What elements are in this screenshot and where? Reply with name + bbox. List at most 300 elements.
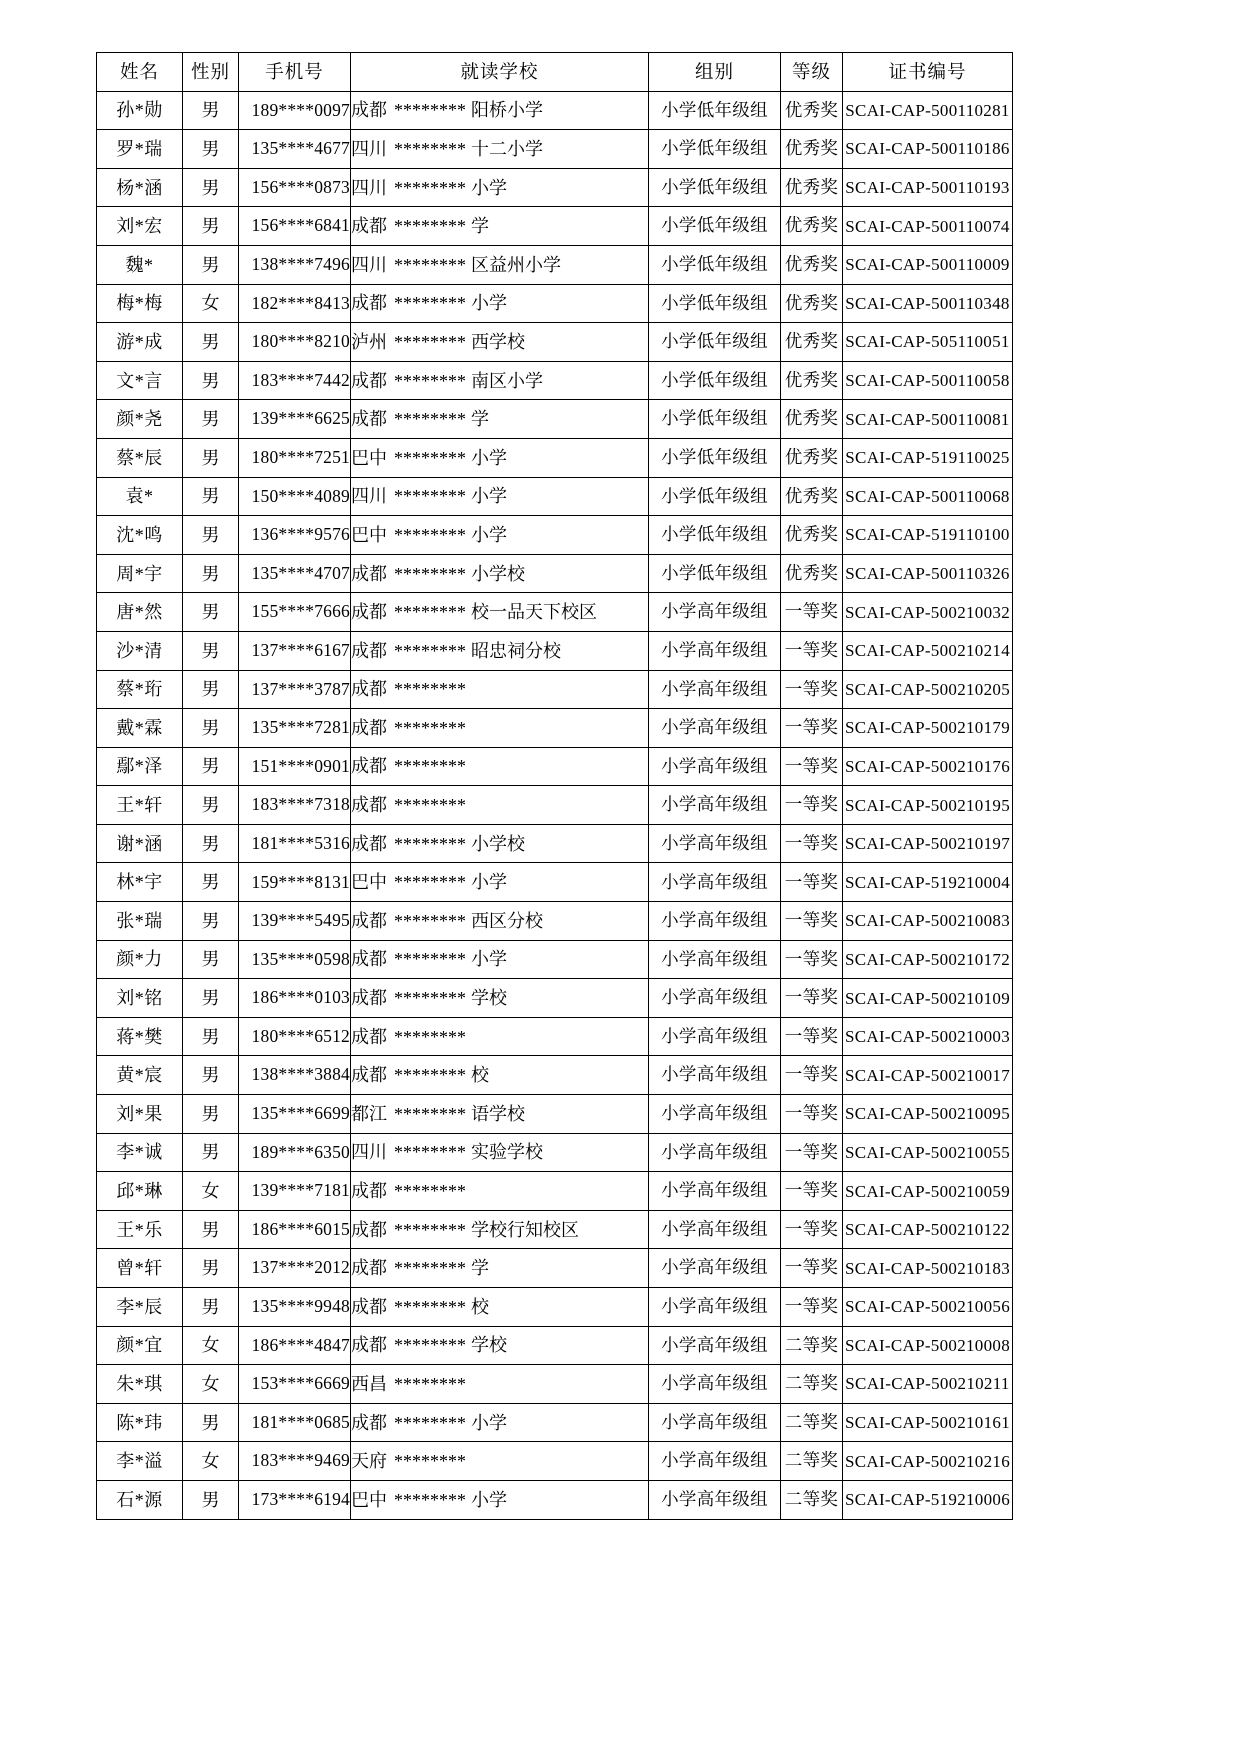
school-suffix: 小学 bbox=[471, 293, 507, 314]
table-row bbox=[97, 1365, 1013, 1404]
cell-certificate-number: SCAI-CAP-500110068 bbox=[843, 477, 1013, 516]
table-body bbox=[97, 91, 1013, 1519]
cell-gender: 男 bbox=[183, 1017, 239, 1056]
cell-school bbox=[351, 1133, 649, 1172]
cell-group: 小学高年级组 bbox=[649, 1056, 781, 1095]
school-prefix: 巴中 bbox=[351, 872, 387, 893]
cell-school bbox=[351, 130, 649, 169]
table-row bbox=[97, 1056, 1013, 1095]
cell-certificate-number: SCAI-CAP-500210197 bbox=[843, 824, 1013, 863]
cell-school bbox=[351, 245, 649, 284]
cell-name: 颜*力 bbox=[97, 940, 183, 979]
cell-level: 优秀奖 bbox=[781, 168, 843, 207]
cell-group: 小学高年级组 bbox=[649, 863, 781, 902]
cell-group: 小学高年级组 bbox=[649, 1249, 781, 1288]
cell-group: 小学低年级组 bbox=[649, 130, 781, 169]
cell-level: 二等奖 bbox=[781, 1403, 843, 1442]
cell-phone: 180****7251 bbox=[239, 438, 351, 477]
cell-gender: 男 bbox=[183, 554, 239, 593]
cell-gender: 男 bbox=[183, 1056, 239, 1095]
cell-name: 谢*涵 bbox=[97, 824, 183, 863]
cell-group: 小学高年级组 bbox=[649, 940, 781, 979]
cell-certificate-number: SCAI-CAP-500210055 bbox=[843, 1133, 1013, 1172]
cell-phone: 186****0103 bbox=[239, 979, 351, 1018]
table-row bbox=[97, 786, 1013, 825]
cell-school bbox=[351, 1442, 649, 1481]
school-redacted-stars: ******** bbox=[394, 602, 466, 623]
cell-level: 一等奖 bbox=[781, 940, 843, 979]
cell-group: 小学低年级组 bbox=[649, 361, 781, 400]
cell-school bbox=[351, 1210, 649, 1249]
cell-certificate-number: SCAI-CAP-519110025 bbox=[843, 438, 1013, 477]
school-prefix: 成都 bbox=[351, 293, 387, 314]
cell-level: 优秀奖 bbox=[781, 554, 843, 593]
school-prefix: 成都 bbox=[351, 216, 387, 237]
cell-level: 优秀奖 bbox=[781, 516, 843, 555]
school-redacted-stars: ******** bbox=[394, 1258, 466, 1279]
column-header-level: 等级 bbox=[781, 53, 843, 92]
cell-level: 一等奖 bbox=[781, 902, 843, 941]
school-prefix: 四川 bbox=[351, 486, 387, 507]
cell-group: 小学高年级组 bbox=[649, 1365, 781, 1404]
school-redacted-stars: ******** bbox=[394, 640, 466, 661]
cell-group: 小学低年级组 bbox=[649, 438, 781, 477]
cell-group: 小学高年级组 bbox=[649, 631, 781, 670]
cell-gender: 男 bbox=[183, 902, 239, 941]
school-suffix: 实验学校 bbox=[471, 1142, 543, 1163]
table-row bbox=[97, 631, 1013, 670]
cell-level: 一等奖 bbox=[781, 786, 843, 825]
cell-school bbox=[351, 1017, 649, 1056]
cell-certificate-number: SCAI-CAP-500210122 bbox=[843, 1210, 1013, 1249]
school-prefix: 巴中 bbox=[351, 524, 387, 545]
cell-gender: 男 bbox=[183, 91, 239, 130]
cell-school bbox=[351, 1249, 649, 1288]
school-prefix: 四川 bbox=[351, 138, 387, 159]
school-redacted-stars: ******** bbox=[394, 100, 466, 121]
school-redacted-stars: ******** bbox=[394, 1103, 466, 1124]
school-suffix: 小学 bbox=[471, 1412, 507, 1433]
cell-gender: 女 bbox=[183, 1442, 239, 1481]
cell-phone: 139****7181 bbox=[239, 1172, 351, 1211]
school-redacted-stars: ******** bbox=[394, 563, 466, 584]
cell-phone: 183****7318 bbox=[239, 786, 351, 825]
school-prefix: 成都 bbox=[351, 100, 387, 121]
cell-school bbox=[351, 979, 649, 1018]
school-redacted-stars: ******** bbox=[394, 524, 466, 545]
cell-phone: 135****4677 bbox=[239, 130, 351, 169]
table-row bbox=[97, 670, 1013, 709]
table-row bbox=[97, 593, 1013, 632]
table-row bbox=[97, 130, 1013, 169]
cell-group: 小学高年级组 bbox=[649, 670, 781, 709]
cell-level: 一等奖 bbox=[781, 824, 843, 863]
cell-gender: 男 bbox=[183, 631, 239, 670]
school-redacted-stars: ******** bbox=[394, 1451, 466, 1472]
cell-name: 沈*鸣 bbox=[97, 516, 183, 555]
cell-phone: 135****9948 bbox=[239, 1288, 351, 1327]
cell-school bbox=[351, 1095, 649, 1134]
school-suffix: 西区分校 bbox=[471, 910, 543, 931]
column-header-name: 姓名 bbox=[97, 53, 183, 92]
cell-gender: 女 bbox=[183, 1365, 239, 1404]
cell-certificate-number: SCAI-CAP-500210205 bbox=[843, 670, 1013, 709]
school-suffix: 南区小学 bbox=[471, 370, 543, 391]
cell-school bbox=[351, 1403, 649, 1442]
cell-group: 小学高年级组 bbox=[649, 747, 781, 786]
cell-certificate-number: SCAI-CAP-500110081 bbox=[843, 400, 1013, 439]
cell-gender: 男 bbox=[183, 361, 239, 400]
school-suffix: 小学 bbox=[471, 524, 507, 545]
school-redacted-stars: ******** bbox=[394, 1412, 466, 1433]
cell-name: 罗*瑞 bbox=[97, 130, 183, 169]
cell-gender: 男 bbox=[183, 1133, 239, 1172]
school-prefix: 成都 bbox=[351, 717, 387, 738]
cell-gender: 男 bbox=[183, 593, 239, 632]
school-suffix: 学校 bbox=[471, 988, 507, 1009]
cell-name: 颜*尧 bbox=[97, 400, 183, 439]
school-redacted-stars: ******** bbox=[394, 910, 466, 931]
school-suffix: 小学 bbox=[471, 486, 507, 507]
cell-school bbox=[351, 1365, 649, 1404]
cell-level: 一等奖 bbox=[781, 670, 843, 709]
cell-level: 一等奖 bbox=[781, 1172, 843, 1211]
cell-group: 小学低年级组 bbox=[649, 168, 781, 207]
cell-level: 二等奖 bbox=[781, 1480, 843, 1519]
school-redacted-stars: ******** bbox=[394, 177, 466, 198]
cell-gender: 男 bbox=[183, 1480, 239, 1519]
table-row bbox=[97, 245, 1013, 284]
cell-level: 一等奖 bbox=[781, 1249, 843, 1288]
cell-gender: 男 bbox=[183, 323, 239, 362]
cell-gender: 男 bbox=[183, 979, 239, 1018]
cell-level: 二等奖 bbox=[781, 1442, 843, 1481]
cell-level: 一等奖 bbox=[781, 1133, 843, 1172]
cell-gender: 男 bbox=[183, 1403, 239, 1442]
table-row bbox=[97, 747, 1013, 786]
cell-certificate-number: SCAI-CAP-500210059 bbox=[843, 1172, 1013, 1211]
school-prefix: 成都 bbox=[351, 409, 387, 430]
school-prefix: 成都 bbox=[351, 833, 387, 854]
cell-gender: 女 bbox=[183, 1326, 239, 1365]
cell-name: 周*宇 bbox=[97, 554, 183, 593]
cell-certificate-number: SCAI-CAP-519210004 bbox=[843, 863, 1013, 902]
cell-school bbox=[351, 670, 649, 709]
cell-name: 石*源 bbox=[97, 1480, 183, 1519]
cell-gender: 男 bbox=[183, 940, 239, 979]
cell-school bbox=[351, 1326, 649, 1365]
school-suffix: 十二小学 bbox=[471, 138, 543, 159]
cell-certificate-number: SCAI-CAP-500210179 bbox=[843, 709, 1013, 748]
cell-name: 林*宇 bbox=[97, 863, 183, 902]
cell-gender: 男 bbox=[183, 786, 239, 825]
school-redacted-stars: ******** bbox=[394, 1373, 466, 1394]
cell-phone: 181****0685 bbox=[239, 1403, 351, 1442]
cell-certificate-number: SCAI-CAP-500210176 bbox=[843, 747, 1013, 786]
cell-group: 小学低年级组 bbox=[649, 284, 781, 323]
cell-group: 小学高年级组 bbox=[649, 1133, 781, 1172]
cell-school bbox=[351, 361, 649, 400]
cell-name: 邱*琳 bbox=[97, 1172, 183, 1211]
cell-name: 戴*霖 bbox=[97, 709, 183, 748]
cell-phone: 189****0097 bbox=[239, 91, 351, 130]
cell-certificate-number: SCAI-CAP-500110281 bbox=[843, 91, 1013, 130]
table-row bbox=[97, 1480, 1013, 1519]
cell-gender: 男 bbox=[183, 824, 239, 863]
cell-group: 小学高年级组 bbox=[649, 1442, 781, 1481]
cell-level: 一等奖 bbox=[781, 747, 843, 786]
cell-phone: 138****7496 bbox=[239, 245, 351, 284]
cell-certificate-number: SCAI-CAP-500210161 bbox=[843, 1403, 1013, 1442]
cell-gender: 女 bbox=[183, 1172, 239, 1211]
school-suffix: 西学校 bbox=[471, 331, 525, 352]
column-header-gender: 性别 bbox=[183, 53, 239, 92]
school-suffix: 阳桥小学 bbox=[471, 100, 543, 121]
school-prefix: 巴中 bbox=[351, 1489, 387, 1510]
school-redacted-stars: ******** bbox=[394, 409, 466, 430]
school-suffix: 校 bbox=[471, 1296, 489, 1317]
cell-name: 魏* bbox=[97, 245, 183, 284]
cell-name: 王*乐 bbox=[97, 1210, 183, 1249]
cell-phone: 186****4847 bbox=[239, 1326, 351, 1365]
school-redacted-stars: ******** bbox=[394, 872, 466, 893]
table-row bbox=[97, 516, 1013, 555]
cell-certificate-number: SCAI-CAP-519110100 bbox=[843, 516, 1013, 555]
table-header-row bbox=[97, 53, 1013, 92]
school-prefix: 西昌 bbox=[351, 1373, 387, 1394]
cell-school bbox=[351, 902, 649, 941]
school-redacted-stars: ******** bbox=[394, 370, 466, 391]
school-suffix: 昭忠祠分校 bbox=[471, 640, 561, 661]
school-prefix: 成都 bbox=[351, 1296, 387, 1317]
cell-school bbox=[351, 631, 649, 670]
school-redacted-stars: ******** bbox=[394, 949, 466, 970]
school-suffix: 学校行知校区 bbox=[471, 1219, 579, 1240]
cell-school bbox=[351, 168, 649, 207]
cell-gender: 男 bbox=[183, 438, 239, 477]
cell-level: 一等奖 bbox=[781, 631, 843, 670]
cell-school bbox=[351, 747, 649, 786]
column-header-cert: 证书编号 bbox=[843, 53, 1013, 92]
cell-level: 优秀奖 bbox=[781, 323, 843, 362]
school-prefix: 成都 bbox=[351, 949, 387, 970]
cell-level: 优秀奖 bbox=[781, 245, 843, 284]
table-row bbox=[97, 1095, 1013, 1134]
school-redacted-stars: ******** bbox=[394, 486, 466, 507]
cell-name: 黄*宸 bbox=[97, 1056, 183, 1095]
cell-level: 一等奖 bbox=[781, 863, 843, 902]
cell-school bbox=[351, 824, 649, 863]
school-prefix: 泸州 bbox=[351, 331, 387, 352]
cell-phone: 136****9576 bbox=[239, 516, 351, 555]
cell-certificate-number: SCAI-CAP-500210083 bbox=[843, 902, 1013, 941]
cell-name: 李*诚 bbox=[97, 1133, 183, 1172]
cell-phone: 135****0598 bbox=[239, 940, 351, 979]
school-suffix: 小学校 bbox=[471, 563, 525, 584]
school-redacted-stars: ******** bbox=[394, 679, 466, 700]
school-suffix: 语学校 bbox=[471, 1103, 525, 1124]
cell-level: 一等奖 bbox=[781, 1288, 843, 1327]
table-row bbox=[97, 1326, 1013, 1365]
table-row bbox=[97, 1172, 1013, 1211]
cell-level: 优秀奖 bbox=[781, 400, 843, 439]
school-redacted-stars: ******** bbox=[394, 717, 466, 738]
school-redacted-stars: ******** bbox=[394, 1219, 466, 1240]
cell-phone: 139****6625 bbox=[239, 400, 351, 439]
school-redacted-stars: ******** bbox=[394, 138, 466, 159]
cell-name: 杨*涵 bbox=[97, 168, 183, 207]
cell-certificate-number: SCAI-CAP-500110186 bbox=[843, 130, 1013, 169]
school-suffix: 学校 bbox=[471, 1335, 507, 1356]
cell-name: 朱*琪 bbox=[97, 1365, 183, 1404]
cell-school bbox=[351, 516, 649, 555]
table-row bbox=[97, 361, 1013, 400]
cell-school bbox=[351, 940, 649, 979]
cell-name: 刘*果 bbox=[97, 1095, 183, 1134]
cell-gender: 男 bbox=[183, 207, 239, 246]
cell-gender: 男 bbox=[183, 245, 239, 284]
cell-name: 梅*梅 bbox=[97, 284, 183, 323]
cell-certificate-number: SCAI-CAP-500210109 bbox=[843, 979, 1013, 1018]
table-row bbox=[97, 477, 1013, 516]
table-row bbox=[97, 979, 1013, 1018]
cell-phone: 137****3787 bbox=[239, 670, 351, 709]
table-row bbox=[97, 1288, 1013, 1327]
school-prefix: 成都 bbox=[351, 910, 387, 931]
school-redacted-stars: ******** bbox=[394, 293, 466, 314]
cell-certificate-number: SCAI-CAP-500210032 bbox=[843, 593, 1013, 632]
column-header-phone: 手机号 bbox=[239, 53, 351, 92]
cell-gender: 男 bbox=[183, 1095, 239, 1134]
cell-name: 唐*然 bbox=[97, 593, 183, 632]
school-suffix: 学 bbox=[471, 216, 489, 237]
cell-phone: 156****6841 bbox=[239, 207, 351, 246]
school-prefix: 都江 bbox=[351, 1103, 387, 1124]
school-prefix: 成都 bbox=[351, 640, 387, 661]
cell-school bbox=[351, 1288, 649, 1327]
cell-school bbox=[351, 1480, 649, 1519]
cell-level: 二等奖 bbox=[781, 1326, 843, 1365]
table-row bbox=[97, 91, 1013, 130]
cell-certificate-number: SCAI-CAP-500110326 bbox=[843, 554, 1013, 593]
cell-certificate-number: SCAI-CAP-500210056 bbox=[843, 1288, 1013, 1327]
school-redacted-stars: ******** bbox=[394, 1065, 466, 1086]
cell-phone: 183****9469 bbox=[239, 1442, 351, 1481]
cell-phone: 181****5316 bbox=[239, 824, 351, 863]
cell-phone: 189****6350 bbox=[239, 1133, 351, 1172]
table-row bbox=[97, 1210, 1013, 1249]
school-redacted-stars: ******** bbox=[394, 833, 466, 854]
table-row bbox=[97, 709, 1013, 748]
cell-certificate-number: SCAI-CAP-500110009 bbox=[843, 245, 1013, 284]
cell-gender: 男 bbox=[183, 863, 239, 902]
school-redacted-stars: ******** bbox=[394, 1181, 466, 1202]
table-row bbox=[97, 284, 1013, 323]
cell-certificate-number: SCAI-CAP-500210003 bbox=[843, 1017, 1013, 1056]
cell-certificate-number: SCAI-CAP-500210214 bbox=[843, 631, 1013, 670]
cell-gender: 男 bbox=[183, 477, 239, 516]
cell-phone: 153****6669 bbox=[239, 1365, 351, 1404]
school-redacted-stars: ******** bbox=[394, 254, 466, 275]
cell-school bbox=[351, 1172, 649, 1211]
cell-name: 王*轩 bbox=[97, 786, 183, 825]
cell-group: 小学高年级组 bbox=[649, 1480, 781, 1519]
cell-group: 小学高年级组 bbox=[649, 1403, 781, 1442]
cell-name: 刘*铭 bbox=[97, 979, 183, 1018]
cell-certificate-number: SCAI-CAP-500210183 bbox=[843, 1249, 1013, 1288]
cell-group: 小学低年级组 bbox=[649, 400, 781, 439]
cell-gender: 男 bbox=[183, 516, 239, 555]
cell-school bbox=[351, 207, 649, 246]
cell-group: 小学高年级组 bbox=[649, 902, 781, 941]
school-suffix: 小学 bbox=[471, 177, 507, 198]
cell-school bbox=[351, 400, 649, 439]
school-suffix: 小学 bbox=[471, 949, 507, 970]
cell-name: 刘*宏 bbox=[97, 207, 183, 246]
school-prefix: 成都 bbox=[351, 1412, 387, 1433]
cell-phone: 137****6167 bbox=[239, 631, 351, 670]
cell-phone: 180****8210 bbox=[239, 323, 351, 362]
school-redacted-stars: ******** bbox=[394, 1142, 466, 1163]
cell-phone: 186****6015 bbox=[239, 1210, 351, 1249]
cell-level: 一等奖 bbox=[781, 1056, 843, 1095]
cell-level: 一等奖 bbox=[781, 593, 843, 632]
cell-certificate-number: SCAI-CAP-500110193 bbox=[843, 168, 1013, 207]
table-row bbox=[97, 323, 1013, 362]
table-row bbox=[97, 863, 1013, 902]
cell-level: 二等奖 bbox=[781, 1365, 843, 1404]
school-suffix: 校一品天下校区 bbox=[471, 602, 597, 623]
cell-level: 优秀奖 bbox=[781, 438, 843, 477]
school-redacted-stars: ******** bbox=[394, 1026, 466, 1047]
school-suffix: 学 bbox=[471, 409, 489, 430]
cell-gender: 男 bbox=[183, 400, 239, 439]
table-row bbox=[97, 1017, 1013, 1056]
school-prefix: 成都 bbox=[351, 602, 387, 623]
cell-group: 小学低年级组 bbox=[649, 207, 781, 246]
school-redacted-stars: ******** bbox=[394, 756, 466, 777]
school-prefix: 成都 bbox=[351, 1335, 387, 1356]
table-header bbox=[97, 53, 1013, 92]
cell-phone: 173****6194 bbox=[239, 1480, 351, 1519]
school-prefix: 成都 bbox=[351, 1219, 387, 1240]
cell-level: 优秀奖 bbox=[781, 477, 843, 516]
cell-group: 小学低年级组 bbox=[649, 245, 781, 284]
cell-certificate-number: SCAI-CAP-500210095 bbox=[843, 1095, 1013, 1134]
cell-school bbox=[351, 593, 649, 632]
cell-group: 小学高年级组 bbox=[649, 1172, 781, 1211]
school-redacted-stars: ******** bbox=[394, 216, 466, 237]
cell-name: 陈*玮 bbox=[97, 1403, 183, 1442]
cell-level: 优秀奖 bbox=[781, 284, 843, 323]
cell-name: 李*辰 bbox=[97, 1288, 183, 1327]
table-row bbox=[97, 207, 1013, 246]
school-prefix: 成都 bbox=[351, 795, 387, 816]
school-prefix: 四川 bbox=[351, 177, 387, 198]
cell-phone: 135****6699 bbox=[239, 1095, 351, 1134]
school-suffix: 小学 bbox=[471, 872, 507, 893]
cell-group: 小学高年级组 bbox=[649, 824, 781, 863]
table-row bbox=[97, 824, 1013, 863]
cell-school bbox=[351, 284, 649, 323]
cell-certificate-number: SCAI-CAP-500210211 bbox=[843, 1365, 1013, 1404]
cell-name: 游*成 bbox=[97, 323, 183, 362]
cell-school bbox=[351, 863, 649, 902]
column-header-group: 组别 bbox=[649, 53, 781, 92]
cell-phone: 182****8413 bbox=[239, 284, 351, 323]
school-redacted-stars: ******** bbox=[394, 1489, 466, 1510]
cell-name: 孙*勋 bbox=[97, 91, 183, 130]
